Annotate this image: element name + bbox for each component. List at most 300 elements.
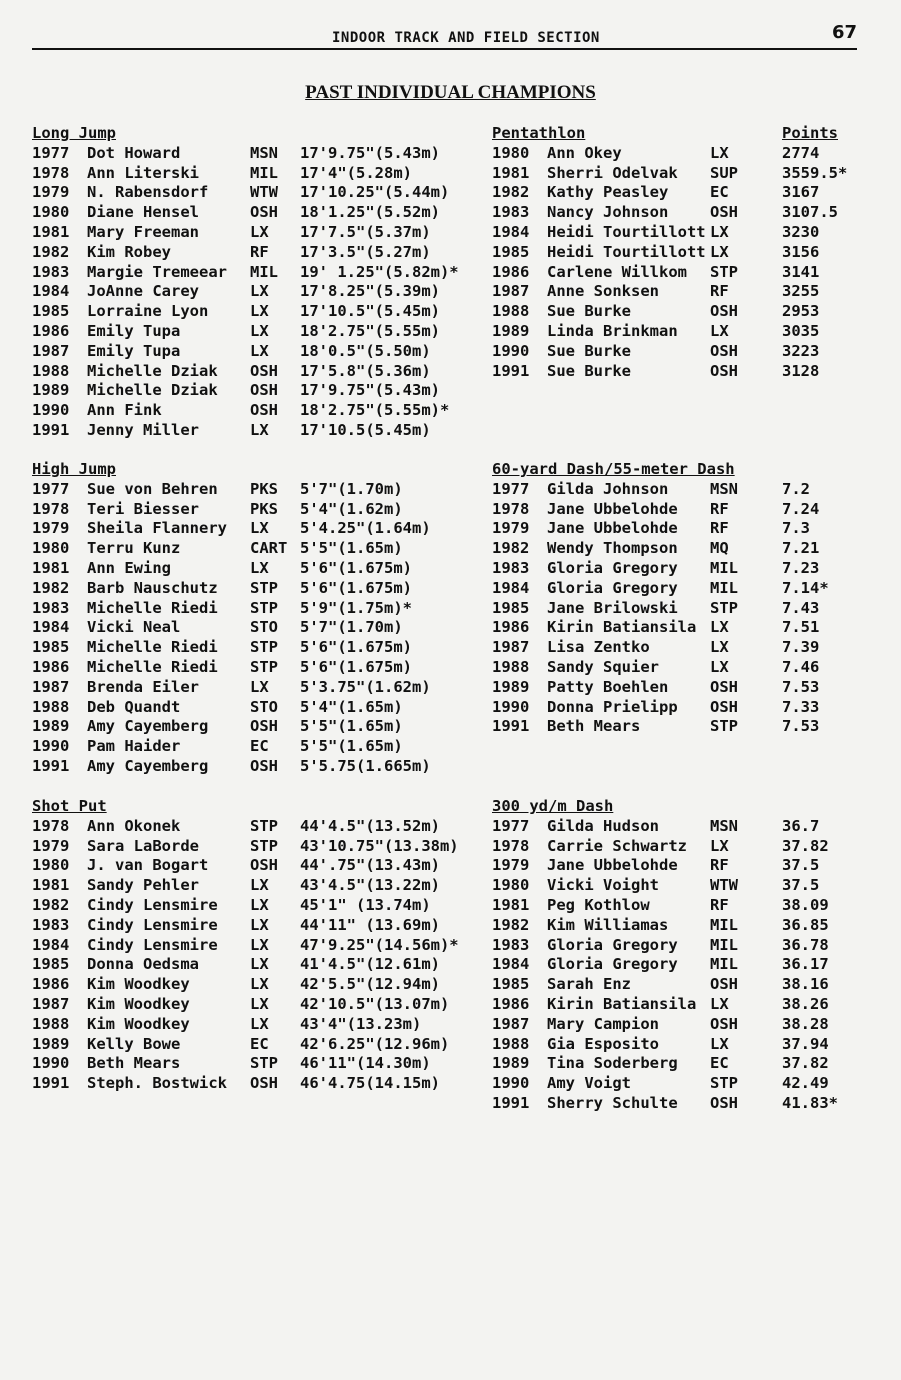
row-mark: 5'6"(1.675m) [300, 578, 412, 597]
row-mark: 7.51 [782, 618, 820, 637]
table-row [492, 203, 862, 223]
row-name: Kim Woodkey [87, 1014, 190, 1033]
row-mark: 42'5.5"(12.94m) [300, 975, 440, 994]
row-school: EC [250, 1034, 269, 1053]
table-row [32, 223, 472, 243]
row-mark: 37.82 [782, 836, 829, 855]
row-mark: 7.43 [782, 598, 820, 617]
row-year: 1990 [32, 737, 70, 756]
row-school: LX [710, 836, 729, 855]
row-name: Patty Boehlen [547, 677, 669, 696]
row-year: 1981 [492, 895, 530, 914]
table-row [492, 618, 862, 638]
row-mark: 7.2 [782, 479, 810, 498]
row-name: Sue Burke [547, 361, 631, 380]
row-school: OSH [250, 381, 278, 400]
row-mark: 3255 [782, 282, 820, 301]
row-mark: 7.3 [782, 519, 810, 538]
row-year: 1977 [32, 143, 70, 162]
row-name: Kirin Batiansila [547, 618, 697, 637]
row-school: LX [250, 519, 269, 538]
row-school: MIL [710, 578, 738, 597]
row-year: 1990 [32, 1054, 70, 1073]
row-year: 1988 [492, 1034, 530, 1053]
row-name: Gilda Hudson [547, 816, 659, 835]
page-header [32, 22, 857, 50]
table-row [492, 638, 862, 658]
row-school: OSH [710, 1093, 738, 1112]
row-mark: 3223 [782, 341, 820, 360]
table-row [32, 896, 472, 916]
row-school: STP [250, 816, 278, 835]
table-row [492, 164, 862, 184]
row-name: Diane Hensel [87, 203, 199, 222]
row-name: Emily Tupa [87, 321, 181, 340]
table-row [32, 144, 472, 164]
row-mark: 18'0.5"(5.50m) [300, 341, 431, 360]
row-name: Lorraine Lyon [87, 302, 209, 321]
row-year: 1985 [32, 955, 70, 974]
row-school: RF [710, 282, 729, 301]
row-year: 1980 [32, 539, 70, 558]
row-school: MSN [250, 143, 278, 162]
table-row [32, 322, 472, 342]
row-year: 1979 [492, 856, 530, 875]
row-name: Jane Brilowski [547, 598, 678, 617]
row-school: OSH [250, 1074, 278, 1093]
row-name: Margie Tremeear [87, 262, 227, 281]
row-year: 1983 [32, 598, 70, 617]
row-name: Mary Campion [547, 1014, 659, 1033]
event-title [32, 124, 472, 144]
row-name: Ann Fink [87, 401, 162, 420]
table-row [32, 302, 472, 322]
row-year: 1984 [492, 955, 530, 974]
event-title-text: Pentathlon [492, 124, 586, 142]
row-mark: 18'2.75"(5.55m)* [300, 401, 450, 420]
row-school: LX [250, 935, 269, 954]
row-mark: 5'6"(1.675m) [300, 657, 412, 676]
row-name: Sherry Schulte [547, 1093, 678, 1112]
row-school: LX [710, 994, 729, 1013]
row-school: LX [710, 222, 729, 241]
row-name: Linda Brinkman [547, 321, 678, 340]
table-row [32, 1074, 472, 1094]
row-mark: 5'7"(1.70m) [300, 618, 403, 637]
table-row [492, 955, 862, 975]
row-school: WTW [250, 183, 278, 202]
row-year: 1985 [492, 598, 530, 617]
row-school: LX [710, 242, 729, 261]
row-name: Kelly Bowe [87, 1034, 181, 1053]
row-school: MSN [710, 479, 738, 498]
table-row [32, 1015, 472, 1035]
row-year: 1989 [32, 717, 70, 736]
row-name: Michelle Riedi [87, 657, 218, 676]
row-year: 1991 [32, 420, 70, 439]
row-mark: 7.46 [782, 657, 820, 676]
row-name: Sara LaBorde [87, 836, 199, 855]
table-row [492, 1035, 862, 1055]
table-row [32, 579, 472, 599]
table-row [492, 916, 862, 936]
row-year: 1984 [32, 282, 70, 301]
row-name: Gloria Gregory [547, 935, 678, 954]
row-year: 1990 [492, 697, 530, 716]
row-name: Brenda Eiler [87, 677, 199, 696]
row-mark: 17'8.25"(5.39m) [300, 282, 440, 301]
row-mark: 41'4.5"(12.61m) [300, 955, 440, 974]
row-name: Michelle Riedi [87, 638, 218, 657]
row-year: 1989 [32, 1034, 70, 1053]
row-mark: 36.78 [782, 935, 829, 954]
table-row [492, 698, 862, 718]
row-school: LX [250, 420, 269, 439]
row-year: 1986 [492, 262, 530, 281]
row-year: 1991 [32, 756, 70, 775]
high-jump-table [32, 460, 472, 777]
row-school: OSH [710, 975, 738, 994]
row-year: 1982 [492, 539, 530, 558]
row-year: 1982 [32, 895, 70, 914]
table-row [32, 678, 472, 698]
row-year: 1981 [492, 163, 530, 182]
row-name: Kirin Batiansila [547, 994, 697, 1013]
row-mark: 5'4"(1.65m) [300, 697, 403, 716]
row-year: 1985 [492, 975, 530, 994]
row-school: LX [710, 143, 729, 162]
row-mark: 37.94 [782, 1034, 829, 1053]
table-row [492, 1074, 862, 1094]
table-row [492, 559, 862, 579]
row-name: Sherri Odelvak [547, 163, 678, 182]
row-mark: 46'11"(14.30m) [300, 1054, 431, 1073]
row-school: STP [710, 717, 738, 736]
row-mark: 38.26 [782, 994, 829, 1013]
row-school: STP [250, 638, 278, 657]
table-row [32, 421, 472, 441]
row-school: STP [250, 836, 278, 855]
row-mark: 17'3.5"(5.27m) [300, 242, 431, 261]
event-title [32, 797, 472, 817]
row-school: MIL [250, 262, 278, 281]
row-mark: 37.82 [782, 1054, 829, 1073]
row-name: N. Rabensdorf [87, 183, 209, 202]
row-name: Jane Ubbelohde [547, 519, 678, 538]
row-mark: 7.33 [782, 697, 820, 716]
table-row [32, 539, 472, 559]
row-school: SUP [710, 163, 738, 182]
table-row [492, 480, 862, 500]
row-school: OSH [250, 856, 278, 875]
row-year: 1990 [492, 341, 530, 360]
row-mark: 7.39 [782, 638, 820, 657]
row-mark: 46'4.75(14.15m) [300, 1074, 440, 1093]
table-row [492, 599, 862, 619]
row-name: Gloria Gregory [547, 955, 678, 974]
row-school: OSH [250, 717, 278, 736]
row-mark: 36.17 [782, 955, 829, 974]
event-title-text: Long Jump [32, 124, 116, 142]
row-name: Heidi Tourtillott [547, 222, 706, 241]
row-name: Terru Kunz [87, 539, 181, 558]
row-name: Sue Burke [547, 302, 631, 321]
row-school: LX [250, 321, 269, 340]
row-school: MIL [710, 935, 738, 954]
row-school: LX [710, 1034, 729, 1053]
row-name: Ann Literski [87, 163, 199, 182]
row-mark: 7.21 [782, 539, 820, 558]
row-year: 1984 [32, 935, 70, 954]
row-mark: 44'.75"(13.43m) [300, 856, 440, 875]
table-row [32, 658, 472, 678]
row-name: Michelle Dziak [87, 361, 218, 380]
row-mark: 17'9.75"(5.43m) [300, 381, 440, 400]
row-school: PKS [250, 479, 278, 498]
row-year: 1986 [32, 975, 70, 994]
row-mark: 38.16 [782, 975, 829, 994]
row-school: LX [250, 222, 269, 241]
row-school: EC [250, 737, 269, 756]
row-mark: 37.5 [782, 856, 820, 875]
row-school: STO [250, 697, 278, 716]
table-row [32, 342, 472, 362]
table-row [32, 282, 472, 302]
row-school: STP [250, 598, 278, 617]
row-mark: 17'10.25"(5.44m) [300, 183, 450, 202]
event-title [32, 460, 472, 480]
table-row [32, 638, 472, 658]
row-mark: 3167 [782, 183, 820, 202]
table-row [492, 223, 862, 243]
table-row [492, 282, 862, 302]
row-name: Wendy Thompson [547, 539, 678, 558]
row-name: Donna Oedsma [87, 955, 199, 974]
row-name: Kathy Peasley [547, 183, 669, 202]
row-name: Steph. Bostwick [87, 1074, 227, 1093]
row-school: OSH [710, 341, 738, 360]
row-mark: 5'5"(1.65m) [300, 717, 403, 736]
table-row [32, 698, 472, 718]
table-row [492, 342, 862, 362]
table-row [32, 500, 472, 520]
row-school: LX [250, 341, 269, 360]
row-mark: 17'10.5"(5.45m) [300, 302, 440, 321]
table-row [492, 263, 862, 283]
row-name: Dot Howard [87, 143, 181, 162]
row-name: Gia Esposito [547, 1034, 659, 1053]
row-year: 1980 [32, 203, 70, 222]
row-year: 1984 [492, 222, 530, 241]
row-name: Vicki Voight [547, 876, 659, 895]
row-year: 1977 [32, 479, 70, 498]
row-mark: 17'9.75"(5.43m) [300, 143, 440, 162]
row-name: Teri Biesser [87, 499, 199, 518]
row-mark: 3230 [782, 222, 820, 241]
row-mark: 18'2.75"(5.55m) [300, 321, 440, 340]
row-name: Michelle Riedi [87, 598, 218, 617]
points-header: Points [782, 124, 838, 142]
dash-60-table [492, 460, 862, 737]
row-mark: 5'5.75(1.665m) [300, 756, 431, 775]
row-year: 1986 [492, 994, 530, 1013]
table-row [32, 183, 472, 203]
row-mark: 3128 [782, 361, 820, 380]
row-name: Gloria Gregory [547, 558, 678, 577]
row-mark: 43'10.75"(13.38m) [300, 836, 459, 855]
row-year: 1989 [32, 381, 70, 400]
row-school: RF [250, 242, 269, 261]
row-school: OSH [250, 361, 278, 380]
row-name: Sheila Flannery [87, 519, 227, 538]
row-name: Sarah Enz [547, 975, 631, 994]
row-school: WTW [710, 876, 738, 895]
row-year: 1990 [32, 401, 70, 420]
row-year: 1987 [492, 638, 530, 657]
table-row [32, 936, 472, 956]
row-school: OSH [710, 361, 738, 380]
row-year: 1984 [32, 618, 70, 637]
row-name: Cindy Lensmire [87, 935, 218, 954]
row-mark: 38.09 [782, 895, 829, 914]
row-year: 1977 [492, 816, 530, 835]
row-school: LX [250, 282, 269, 301]
table-row [492, 936, 862, 956]
row-mark: 18'1.25"(5.52m) [300, 203, 440, 222]
row-year: 1989 [492, 321, 530, 340]
row-year: 1990 [492, 1074, 530, 1093]
row-school: MIL [710, 955, 738, 974]
row-mark: 7.14* [782, 578, 829, 597]
row-school: STP [250, 578, 278, 597]
row-name: Lisa Zentko [547, 638, 650, 657]
row-year: 1980 [492, 143, 530, 162]
table-row [492, 322, 862, 342]
row-year: 1983 [492, 558, 530, 577]
row-mark: 43'4.5"(13.22m) [300, 876, 440, 895]
row-year: 1989 [492, 1054, 530, 1073]
row-name: Amy Cayemberg [87, 717, 209, 736]
table-row [32, 916, 472, 936]
table-row [32, 757, 472, 777]
row-name: Ann Okey [547, 143, 622, 162]
row-year: 1983 [32, 262, 70, 281]
row-year: 1982 [32, 242, 70, 261]
row-school: MIL [250, 163, 278, 182]
table-row [492, 678, 862, 698]
row-name: Ann Ewing [87, 558, 171, 577]
row-year: 1978 [32, 499, 70, 518]
table-row [32, 995, 472, 1015]
row-school: RF [710, 519, 729, 538]
row-school: STP [710, 598, 738, 617]
row-mark: 42'10.5"(13.07m) [300, 994, 450, 1013]
table-row [32, 599, 472, 619]
row-name: Sue von Behren [87, 479, 218, 498]
table-row [32, 717, 472, 737]
row-year: 1986 [32, 321, 70, 340]
row-mark: 17'5.8"(5.36m) [300, 361, 431, 380]
row-year: 1991 [492, 717, 530, 736]
row-school: OSH [710, 677, 738, 696]
table-row [32, 519, 472, 539]
row-mark: 5'9"(1.75m)* [300, 598, 412, 617]
row-school: PKS [250, 499, 278, 518]
page-number: 67 [831, 22, 857, 43]
table-row [32, 243, 472, 263]
table-row [492, 1054, 862, 1074]
table-row [492, 1094, 862, 1114]
row-school: LX [250, 994, 269, 1013]
table-row [32, 837, 472, 857]
row-year: 1986 [32, 657, 70, 676]
table-row [492, 243, 862, 263]
row-year: 1979 [32, 519, 70, 538]
row-year: 1983 [492, 203, 530, 222]
row-year: 1978 [492, 836, 530, 855]
row-school: STP [250, 1054, 278, 1073]
row-school: MQ [710, 539, 729, 558]
table-row [492, 856, 862, 876]
table-row [32, 856, 472, 876]
row-mark: 5'4.25"(1.64m) [300, 519, 431, 538]
row-mark: 5'5"(1.65m) [300, 737, 403, 756]
row-mark: 7.23 [782, 558, 820, 577]
table-row [492, 519, 862, 539]
table-row [32, 955, 472, 975]
row-school: OSH [710, 302, 738, 321]
row-year: 1983 [32, 915, 70, 934]
row-year: 1989 [492, 677, 530, 696]
row-name: Deb Quandt [87, 697, 181, 716]
row-mark: 37.5 [782, 876, 820, 895]
row-name: Peg Kothlow [547, 895, 650, 914]
table-row [32, 737, 472, 757]
row-name: Cindy Lensmire [87, 915, 218, 934]
row-school: OSH [250, 203, 278, 222]
table-row [32, 975, 472, 995]
row-school: OSH [250, 756, 278, 775]
row-school: LX [710, 618, 729, 637]
row-name: Sue Burke [547, 341, 631, 360]
row-school: LX [250, 975, 269, 994]
row-mark: 44'11" (13.69m) [300, 915, 440, 934]
table-row [32, 381, 472, 401]
row-school: RF [710, 895, 729, 914]
row-year: 1991 [492, 361, 530, 380]
shot-put-table [32, 797, 472, 1094]
row-mark: 7.24 [782, 499, 820, 518]
table-row [32, 817, 472, 837]
row-school: LX [250, 895, 269, 914]
row-year: 1978 [32, 816, 70, 835]
long-jump-table [32, 124, 472, 441]
table-row [492, 837, 862, 857]
table-row [492, 975, 862, 995]
row-school: OSH [710, 203, 738, 222]
row-mark: 17'4"(5.28m) [300, 163, 412, 182]
event-title-text: 300 yd/m Dash [492, 797, 614, 815]
row-mark: 44'4.5"(13.52m) [300, 816, 440, 835]
row-school: MIL [710, 915, 738, 934]
row-year: 1988 [32, 361, 70, 380]
row-name: Kim Williamas [547, 915, 669, 934]
row-name: Amy Voigt [547, 1074, 631, 1093]
row-school: LX [250, 302, 269, 321]
row-school: STP [710, 262, 738, 281]
row-year: 1987 [492, 282, 530, 301]
page-title: PAST INDIVIDUAL CHAMPIONS [305, 82, 596, 103]
